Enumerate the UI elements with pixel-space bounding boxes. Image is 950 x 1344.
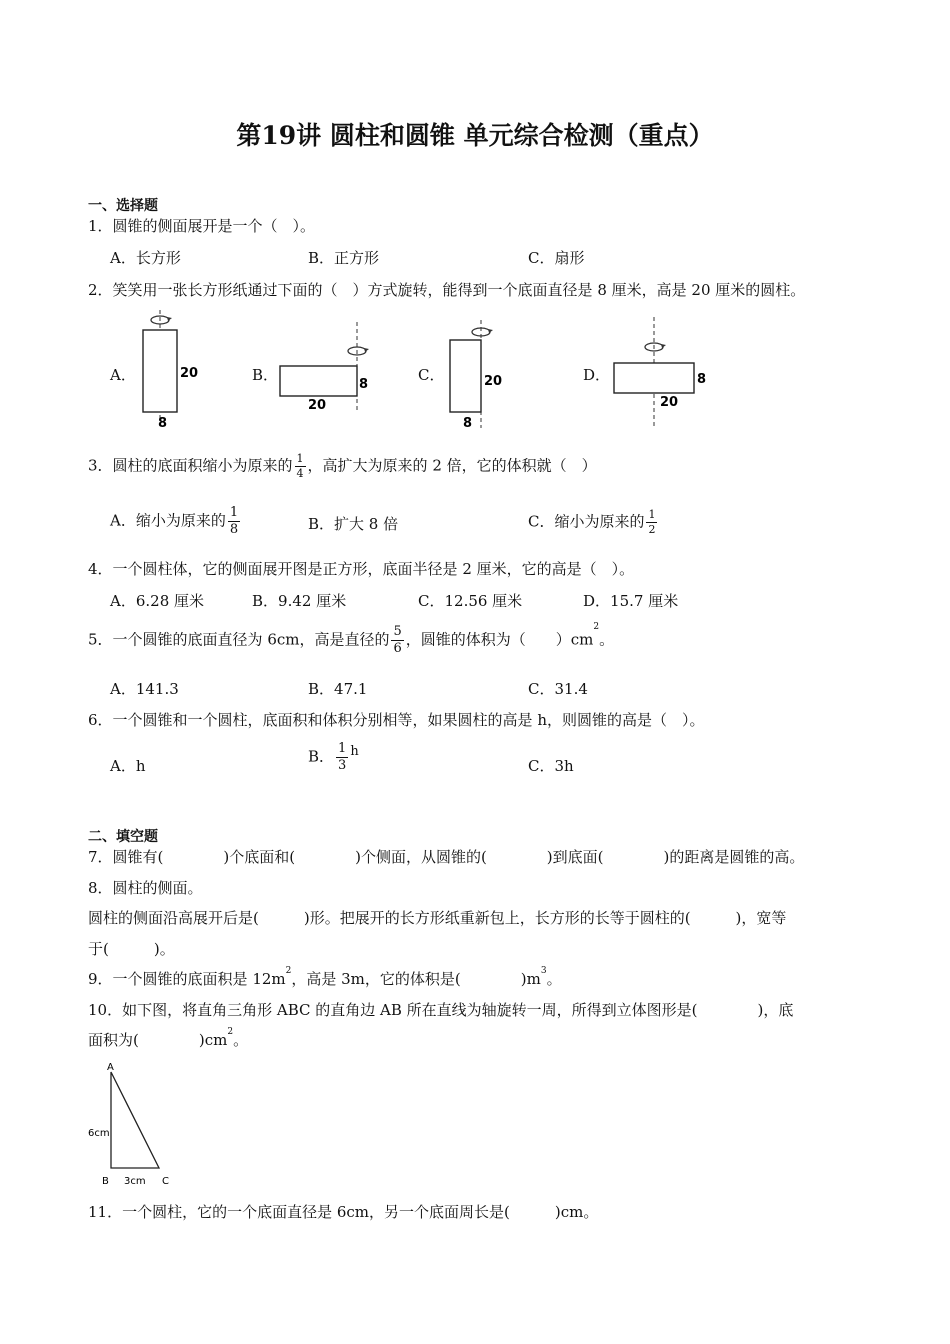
section-heading-fill: 二、填空题: [88, 829, 158, 845]
question-10-line-2: 面积为( )$cm^2$。: [88, 1027, 249, 1049]
page-title: 第19讲 圆柱和圆锥 单元综合检测（重点）: [236, 121, 714, 150]
fig-a-width-label: 8: [158, 416, 168, 431]
question-11: 11．一个圆柱，它的一个底面直径是 6cm，另一个底面周长是( )cm。: [88, 1203, 599, 1221]
q6-option-a: A．h: [110, 757, 146, 775]
q3-option-b: B．扩大 8 倍: [308, 515, 399, 533]
q10-triangle-figure: [84, 1058, 184, 1190]
q5-option-c: C．31.4: [528, 680, 588, 698]
fig-c-height-label: 20: [484, 374, 503, 389]
q2-figure-b: [275, 320, 375, 415]
q4-option-b: B．9.42 厘米: [252, 592, 347, 610]
question-5: 5．一个圆锥的底面直径为 6cm，高是直径的 $\frac{5}{6}$ ，圆锥的体积为（ ）$cm^2$。: [88, 622, 615, 656]
question-7: 7．圆锥有( )个底面和( )个侧面，从圆锥的( )到底面( )的距离是圆锥的高。: [88, 848, 805, 866]
fig-c-width-label: 8: [463, 416, 473, 431]
side-ab-label: 6cm: [88, 1128, 110, 1139]
q4-option-a: A．6.28 厘米: [110, 592, 204, 610]
question-6: 6．一个圆锥和一个圆柱，底面积和体积分别相等，如果圆柱的高是 h，则圆锥的高是（ ）。: [88, 711, 705, 729]
q3-text-start: 3．圆柱的底面积缩小为原来的: [88, 456, 293, 475]
question-10: 10．如下图，将直角三角形 ABC 的直角边 AB 所在直线为轴旋转一周，所得到立体图形是( )，底: [88, 1001, 794, 1019]
question-4: 4．一个圆柱体，它的侧面展开图是正方形，底面半径是 2 厘米，它的高是（ ）。: [88, 560, 635, 578]
q3-text-end: ，高扩大为原来的 2 倍，它的体积就（ ）: [307, 456, 597, 475]
vertex-b-label: B: [102, 1176, 109, 1187]
fig-b-height-label: 8: [359, 377, 369, 392]
question-8-line-2: 圆柱的侧面沿高展开后是( )形。把展开的长方形纸重新包上，长方形的长等于圆柱的( )，宽等: [88, 909, 787, 927]
q1-option-b: B．正方形: [308, 249, 380, 267]
q5-option-b: B．47.1: [308, 680, 368, 698]
q1-option-c: C．扇形: [528, 249, 585, 267]
q2-figure-a: [130, 308, 200, 433]
q4-option-d: D．15.7 厘米: [583, 592, 679, 610]
question-8-line-3: 于( )。: [88, 940, 175, 958]
q3-option-c: C．缩小为原来的 $\frac{1}{2}$: [528, 508, 656, 536]
question-8: 8．圆柱的侧面。: [88, 879, 203, 897]
fig-a-height-label: 20: [180, 366, 199, 381]
q3-option-a: A．缩小为原来的 $\frac{1}{8}$: [110, 505, 239, 537]
q2-option-c: C．: [418, 366, 445, 384]
vertex-c-label: C: [162, 1176, 169, 1187]
q6-option-b: B． $\frac{1}{3}$ h: [308, 741, 359, 773]
vertex-a-label: A: [107, 1062, 114, 1073]
q2-option-d: D．: [583, 366, 611, 384]
q5-option-a: A．141.3: [110, 680, 179, 698]
fig-d-width-label: 20: [660, 395, 679, 410]
question-3: [88, 452, 597, 481]
q2-option-a: A．: [110, 366, 136, 384]
q1-option-a: A．长方形: [110, 249, 181, 267]
question-1: 1．圆锥的侧面展开是一个（ ）。: [88, 217, 316, 235]
side-bc-label: 3cm: [124, 1176, 146, 1187]
q6-option-c: C．3h: [528, 757, 574, 775]
fig-b-width-label: 20: [308, 398, 327, 413]
q4-option-c: C．12.56 厘米: [418, 592, 523, 610]
q3-fraction: $\frac{1}{4}$: [296, 452, 304, 480]
question-9: 9．一个圆锥的底面积是 $12m^2$，高是 3m，它的体积是( )$m^3$。: [88, 966, 562, 988]
section-heading-choice: 一、选择题: [88, 198, 158, 214]
q2-figure-c: [440, 318, 510, 433]
q2-figure-d: [605, 315, 715, 430]
fig-d-height-label: 8: [697, 372, 707, 387]
q2-option-b: B．: [252, 366, 279, 384]
question-2: 2．笑笑用一张长方形纸通过下面的（ ）方式旋转，能得到一个底面直径是 8 厘米，高是 20 厘米的圆柱。: [88, 281, 806, 299]
